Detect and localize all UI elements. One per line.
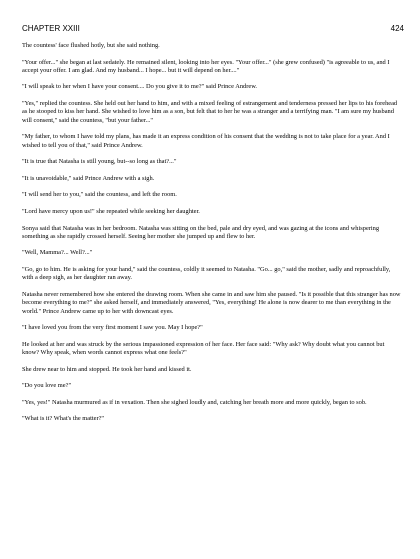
paragraph: "I will speak to her when I have your consent.... Do you give it to me?" said Prince Andrew. <box>22 83 257 91</box>
paragraph: She drew near to him and stopped. He took her hand and kissed it. <box>22 365 192 373</box>
paragraph: "Do you love me?" <box>22 382 72 390</box>
paragraph: "Your offer..." she began at last sedately. He remained silent, looking into her eyes. "Your offer..." (she grew confused) "is agreeable to us, and I accept your offer. I am glad. And my husband... I hope... but it will depend on her...." <box>22 58 390 74</box>
paragraph: Sonya said that Natasha was in her bedroom. Natasha was sitting on the bed, pale and dry eyed, and was gazing at the icons and whispering something as she rapidly crossed herself. Seeing her mother she jumped up and flew to her. <box>22 224 380 240</box>
page-header <box>22 24 404 36</box>
paragraph: "Lord have mercy upon us!" she repeated while seeking her daughter. <box>22 207 200 215</box>
paragraph: The countess' face flushed hotly, but she said nothing. <box>22 42 160 49</box>
paragraph: He looked at her and was struck by the serious impassioned expression of her face. Her face said: "Why ask? Why doubt what you cannot but know? Why speak, when words cannot express what one feels?" <box>22 340 385 356</box>
paragraph: "Go, go to him. He is asking for your hand," said the countess, coldly it seemed to Natasha. "Go... go," said the mother, sadly and reproachfully, with a deep sigh, as her daughter ran away. <box>22 266 391 282</box>
paragraph: Natasha never remembered how she entered the drawing room. When she came in and saw him she paused. "Is it possible that this stranger has now become everything to me?" she asked herself, and immediately answered, "Yes, everything! He alone is now dearer to me than everything in the world." Prince Andrew came up to her with downcast eyes. <box>22 290 401 315</box>
paragraph: "What is it? What's the matter?" <box>22 415 105 423</box>
paragraph: "Yes, yes!" Natasha murmured as if in vexation. Then she sighed loudly and, catching her breath more and more quickly, began to sob. <box>22 398 367 406</box>
paragraph: "I have loved you from the very first moment I saw you. May I hope?" <box>22 324 203 332</box>
paragraph: "It is unavoidable," said Prince Andrew with a sigh. <box>22 174 155 182</box>
chapter-title: CHAPTER XXIII <box>22 24 80 33</box>
paragraph: "It is true that Natasha is still young, but--so long as that?..." <box>22 158 177 166</box>
paragraph: "I will send her to you," said the countess, and left the room. <box>22 191 177 199</box>
paragraph: "Yes," replied the countess. She held out her hand to him, and with a mixed feeling of estrangement and tenderness pressed her lips to his forehead as he stooped to kiss her hand. She wished to love him as a son, but felt that to her he was a stranger and a terrifying man. "I am sure my husband will consent," said the countess, "but your father..." <box>22 100 398 124</box>
page-number: 424 <box>390 24 404 33</box>
paragraph: "My father, to whom I have told my plans, has made it an express condition of his consent that the wedding is not to take place for a year. And I wished to tell you of that," said Prince Andrew. <box>22 133 390 149</box>
paragraph: "Well, Mamma?... Well?..." <box>22 249 93 257</box>
body-text <box>22 42 402 432</box>
